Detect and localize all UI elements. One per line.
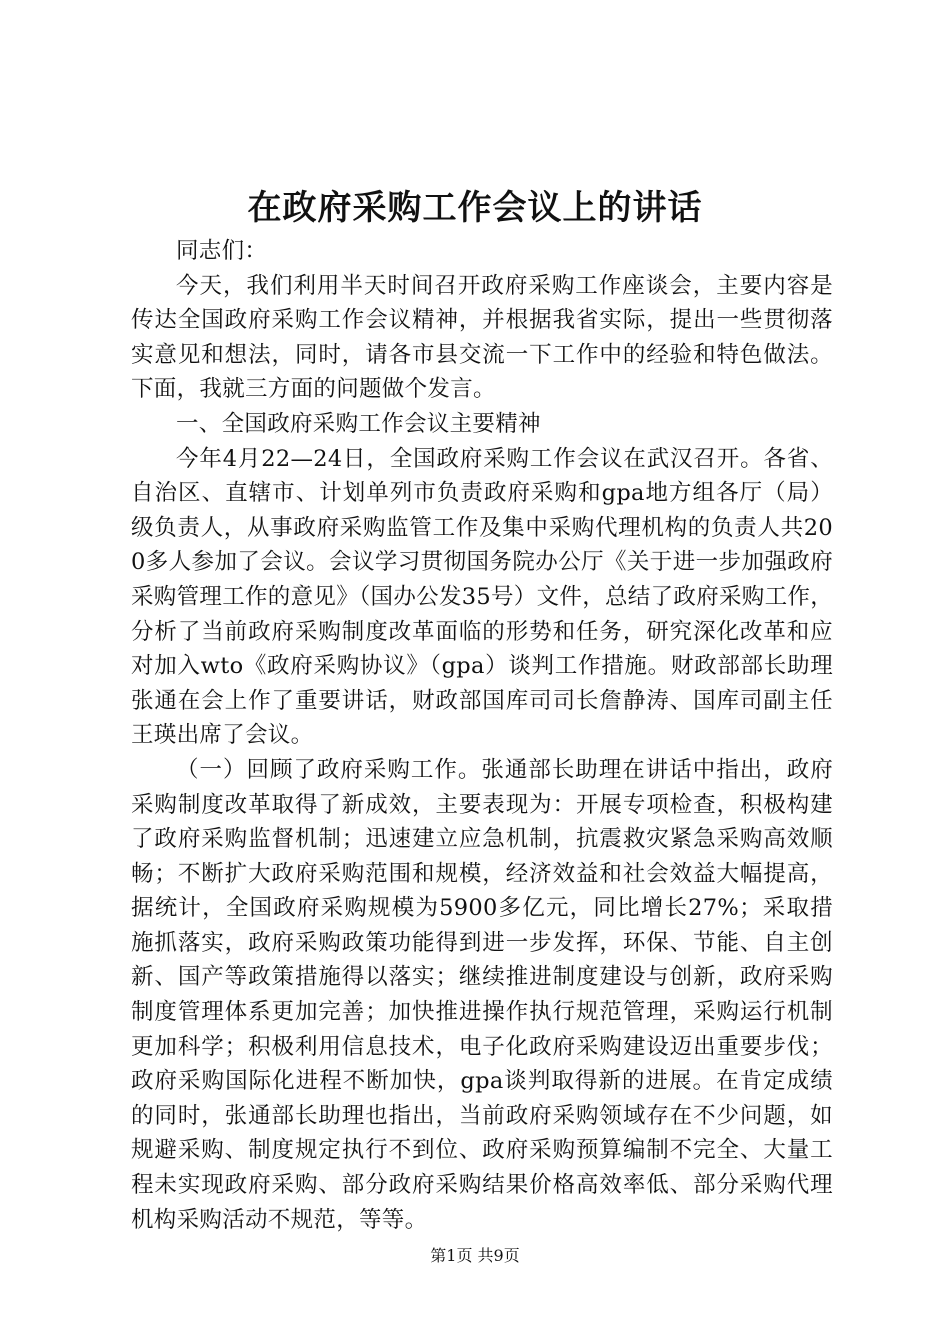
section-heading: 一、全国政府采购工作会议主要精神 — [176, 410, 541, 437]
review-paragraph: （一）回顾了政府采购工作。张通部长助理在讲话中指出，政府采购制度改革取得了新成效，主要表现为：开展专项检查，积极构建了政府采购监督机制；迅速建立应急机制，抗震救灾紧急采购高效顺畅；不断扩大政府采购范围和规模，经济效益和社会效益大幅提高，据统计，全国政府采购规模为5900多亿元，同比增长27%；采取措施抓落实，政府采购政策功能得到进一步发挥，环保、节能、自主创新、国产等政策措施得以落实；继续推进制度建设与创新，政府采购制度管理体系更加完善；加快推进操作执行规范管理，采购运行机制更加科学；积极利用信息技术，电子化政府采购建设迈出重要步伐；政府采购国际化进程不断加快，gpa谈判取得新的进展。在肯定成绩的同时，张通部长助理也指出，当前政府采购领域存在不少问题，如规避采购、制度规定执行不到位、政府采购预算编制不完全、大量工程未实现政府采购、部分政府采购结果价格高效率低、部分采购代理机构采购活动不规范，等等。 — [131, 756, 833, 1233]
document-title: 在政府采购工作会议上的讲话 — [247, 188, 703, 228]
meeting-paragraph: 今年4月22—24日，全国政府采购工作会议在武汉召开。各省、自治区、直辖市、计划单列市负责政府采购和gpa地方组各厅（局）级负责人，从事政府采购监管工作及集中采购代理机构的负责人共200多人参加了会议。会议学习贯彻国务院办公厅《关于进一步加强政府采购管理工作的意见》（国办公发35号）文件，总结了政府采购工作，分析了当前政府采购制度改革面临的形势和任务，研究深化改革和应对加入wto《政府采购协议》（gpa）谈判工作措施。财政部部长助理张通在会上作了重要讲话，财政部国库司司长詹静涛、国库司副主任王瑛出席了会议。 — [131, 445, 833, 749]
salutation-paragraph: 同志们： — [176, 238, 268, 264]
page-footer: 第1页 共9页 — [430, 1246, 520, 1265]
intro-paragraph: 今天，我们利用半天时间召开政府采购工作座谈会，主要内容是传达全国政府采购工作会议精神，并根据我省实际，提出一些贯彻落实意见和想法，同时，请各市县交流一下工作中的经验和特色做法。下面，我就三方面的问题做个发言。 — [131, 272, 833, 403]
document-body — [131, 234, 833, 1237]
